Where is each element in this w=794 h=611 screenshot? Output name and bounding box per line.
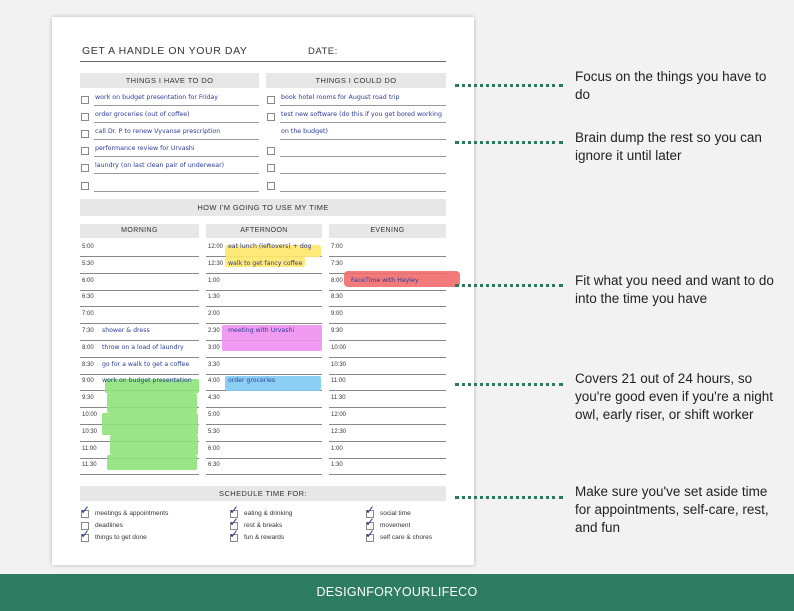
planner-page [52, 17, 474, 565]
task-text: work on budget presentation for Friday [95, 94, 219, 101]
writing-line [280, 105, 446, 106]
time-slot[interactable] [206, 426, 322, 443]
time-slot[interactable] [329, 392, 446, 409]
time-label: 3:30 [208, 361, 220, 368]
time-label: 11:30 [331, 395, 346, 402]
time-label: 2:30 [208, 328, 220, 334]
slot-line [206, 474, 322, 475]
schedule-label: movement [380, 522, 411, 529]
date-label: DATE: [308, 46, 338, 57]
time-slot[interactable] [206, 275, 322, 292]
schedule-time-header: SCHEDULE TIME FOR: [80, 486, 446, 501]
schedule-label: self care & chores [380, 534, 433, 541]
could-do-item[interactable] [267, 177, 446, 194]
time-entry: throw on a load of laundry [102, 343, 184, 351]
time-slot[interactable] [329, 443, 446, 460]
task-text: call Dr. P to renew Vyvanse prescription [95, 128, 221, 135]
schedule-label: deadlines [95, 522, 123, 529]
time-slot[interactable] [329, 308, 446, 325]
time-slot[interactable] [80, 258, 199, 275]
highlight-green [102, 413, 198, 435]
checkbox[interactable] [81, 130, 89, 138]
leader-dots [455, 284, 563, 287]
schedule-label: fun & rewards [244, 534, 285, 541]
time-label: 7:00 [331, 244, 343, 250]
time-label: 10:00 [331, 344, 347, 351]
checkmark-icon: ✓ [365, 503, 376, 517]
brand-footer: DESIGNFORYOURLIFECO [0, 574, 794, 611]
annotation-schedule: Make sure you've set aside time for appointments, self-care, rest, and fun [575, 484, 769, 535]
slot-line [80, 474, 199, 475]
could-do-item[interactable] [267, 125, 446, 142]
highlight-green [107, 393, 197, 413]
time-slot[interactable] [206, 308, 322, 325]
checkmark-icon: ✓ [80, 503, 91, 517]
task-text: performance review for Urvashi [95, 145, 195, 152]
annotation-coverage: Covers 21 out of 24 hours, so you're good even if you're a night owl, early riser, or shift worker [575, 371, 774, 422]
checkbox[interactable] [267, 96, 275, 104]
annotation-brain-dump: Brain dump the rest so you can ignore it until later [575, 130, 762, 163]
annotation-fit-time: Fit what you need and want to do into the time you have [575, 273, 774, 306]
checkbox[interactable] [81, 182, 89, 190]
time-label: 9:00 [82, 378, 94, 385]
time-slot[interactable] [206, 459, 322, 476]
have-to-do-item[interactable] [81, 108, 259, 125]
have-to-do-item[interactable] [81, 177, 259, 194]
could-do-item[interactable] [267, 108, 446, 125]
afternoon-header: AFTERNOON [206, 224, 322, 238]
time-entry: FaceTime with Hayley [351, 276, 419, 284]
time-label: 5:00 [208, 412, 220, 418]
time-section-header: HOW I'M GOING TO USE MY TIME [80, 199, 446, 216]
time-label: 9:30 [82, 395, 94, 402]
time-entry: order groceries [228, 377, 276, 385]
time-slot[interactable] [329, 241, 446, 258]
writing-line [94, 122, 259, 123]
time-label: 4:00 [208, 378, 220, 385]
time-label: 7:00 [82, 311, 94, 318]
time-label: 10:30 [82, 428, 98, 435]
writing-line [94, 191, 259, 192]
time-entry: shower & dress [102, 327, 150, 334]
time-slot[interactable] [206, 291, 322, 308]
time-slot[interactable] [206, 392, 322, 409]
time-label: 12:00 [208, 244, 224, 250]
checkbox[interactable] [267, 164, 275, 172]
time-entry: eat lunch (leftovers) + dog [228, 243, 312, 250]
time-slot[interactable] [80, 241, 199, 258]
writing-line [280, 173, 446, 174]
checkmark-icon: ✓ [365, 515, 376, 529]
schedule-label: things to get done [95, 534, 147, 541]
leader-dots [455, 84, 563, 87]
time-label: 6:30 [82, 294, 94, 301]
time-label: 1:00 [208, 277, 220, 284]
time-slot[interactable] [80, 275, 199, 292]
time-entry: work on budget presentation [102, 377, 192, 385]
time-label: 7:30 [331, 260, 343, 267]
task-text: test new software (do this if you get bored working [281, 111, 442, 118]
could-do-item[interactable] [267, 159, 446, 176]
checkbox[interactable] [81, 113, 89, 121]
time-label: 6:00 [82, 277, 94, 284]
time-label: 6:30 [208, 462, 220, 469]
time-entry: walk to get fancy coffee [228, 259, 303, 267]
annotation-have-to-do: Focus on the things you have to do [575, 69, 767, 102]
task-text: order groceries (out of coffee) [95, 111, 190, 118]
time-slot[interactable] [329, 409, 446, 426]
time-slot[interactable] [329, 426, 446, 443]
checkbox[interactable] [81, 96, 89, 104]
time-slot[interactable] [329, 359, 446, 376]
time-label: 2:00 [208, 311, 220, 318]
time-entry: go for a walk to get a coffee [102, 360, 190, 368]
have-to-do-item[interactable] [81, 142, 259, 159]
time-label: 12:30 [331, 428, 347, 435]
time-label: 5:30 [82, 260, 94, 267]
could-do-item[interactable] [267, 142, 446, 159]
time-label: 10:00 [82, 412, 98, 418]
morning-header: MORNING [80, 224, 199, 238]
time-label: 7:30 [82, 328, 94, 334]
time-entry: meeting with Urvashi [228, 327, 295, 334]
time-label: 6:00 [208, 445, 220, 452]
checkmark-icon: ✓ [80, 527, 91, 541]
title-underline [80, 61, 446, 62]
task-text: on the budget) [281, 128, 328, 135]
highlight-green [107, 455, 197, 470]
schedule-label: rest & breaks [244, 522, 283, 529]
leader-dots [455, 496, 563, 499]
time-label: 8:30 [82, 361, 94, 368]
time-slot[interactable] [329, 375, 446, 392]
checkbox[interactable] [267, 182, 275, 190]
could-do-item[interactable] [267, 91, 446, 108]
time-label: 11:00 [331, 378, 346, 385]
evening-header: EVENING [329, 224, 446, 238]
writing-line [280, 191, 446, 192]
checkmark-icon: ✓ [229, 527, 240, 541]
leader-dots [455, 141, 563, 144]
time-label: 4:30 [208, 395, 220, 402]
could-do-header: THINGS I COULD DO [266, 73, 446, 88]
slot-line [329, 474, 446, 475]
time-label: 1:00 [331, 445, 343, 452]
time-label: 5:00 [82, 244, 94, 250]
have-to-do-item[interactable] [81, 125, 259, 142]
writing-line [94, 156, 259, 157]
time-slot[interactable] [206, 443, 322, 460]
checkmark-icon: ✓ [365, 527, 376, 541]
time-label: 11:30 [82, 462, 97, 469]
time-slot[interactable] [329, 291, 446, 308]
time-label: 11:00 [82, 445, 97, 452]
schedule-label: social time [380, 510, 411, 517]
schedule-label: meetings & appointments [95, 510, 169, 517]
time-slot[interactable] [329, 459, 446, 476]
checkbox[interactable] [267, 113, 275, 121]
writing-line [280, 122, 446, 123]
time-label: 5:30 [208, 428, 220, 435]
writing-line [280, 139, 446, 140]
time-slot[interactable] [329, 342, 446, 359]
time-slot[interactable] [80, 308, 199, 325]
have-to-do-item[interactable] [81, 159, 259, 176]
writing-line [94, 105, 259, 106]
checkmark-icon: ✓ [229, 503, 240, 517]
time-slot[interactable] [206, 359, 322, 376]
time-label: 8:00 [82, 344, 94, 351]
writing-line [280, 156, 446, 157]
leader-dots [455, 383, 563, 386]
task-text: laundry (on last clean pair of underwear) [95, 162, 225, 169]
time-label: 9:30 [331, 328, 343, 334]
time-label: 1:30 [331, 462, 343, 469]
checkbox[interactable] [267, 147, 275, 155]
time-slot[interactable] [329, 325, 446, 342]
time-label: 12:30 [208, 260, 224, 267]
time-slot[interactable] [80, 291, 199, 308]
planner-title: GET A HANDLE ON YOUR DAY [82, 45, 248, 57]
have-to-do-header: THINGS I HAVE TO DO [80, 73, 259, 88]
writing-line [94, 173, 259, 174]
time-label: 3:00 [208, 344, 220, 351]
highlight-green [110, 435, 198, 455]
checkbox[interactable] [81, 164, 89, 172]
checkbox[interactable] [81, 147, 89, 155]
time-label: 10:30 [331, 361, 347, 368]
time-slot[interactable] [206, 409, 322, 426]
schedule-label: eating & drinking [244, 510, 293, 517]
time-label: 12:00 [331, 412, 347, 418]
time-label: 8:30 [331, 294, 343, 301]
have-to-do-item[interactable] [81, 91, 259, 108]
time-label: 8:00 [331, 277, 343, 284]
task-text: book hotel rooms for August road trip [281, 94, 400, 101]
time-label: 1:30 [208, 294, 220, 301]
checkmark-icon: ✓ [229, 515, 240, 529]
time-label: 9:00 [331, 311, 343, 318]
writing-line [94, 139, 259, 140]
